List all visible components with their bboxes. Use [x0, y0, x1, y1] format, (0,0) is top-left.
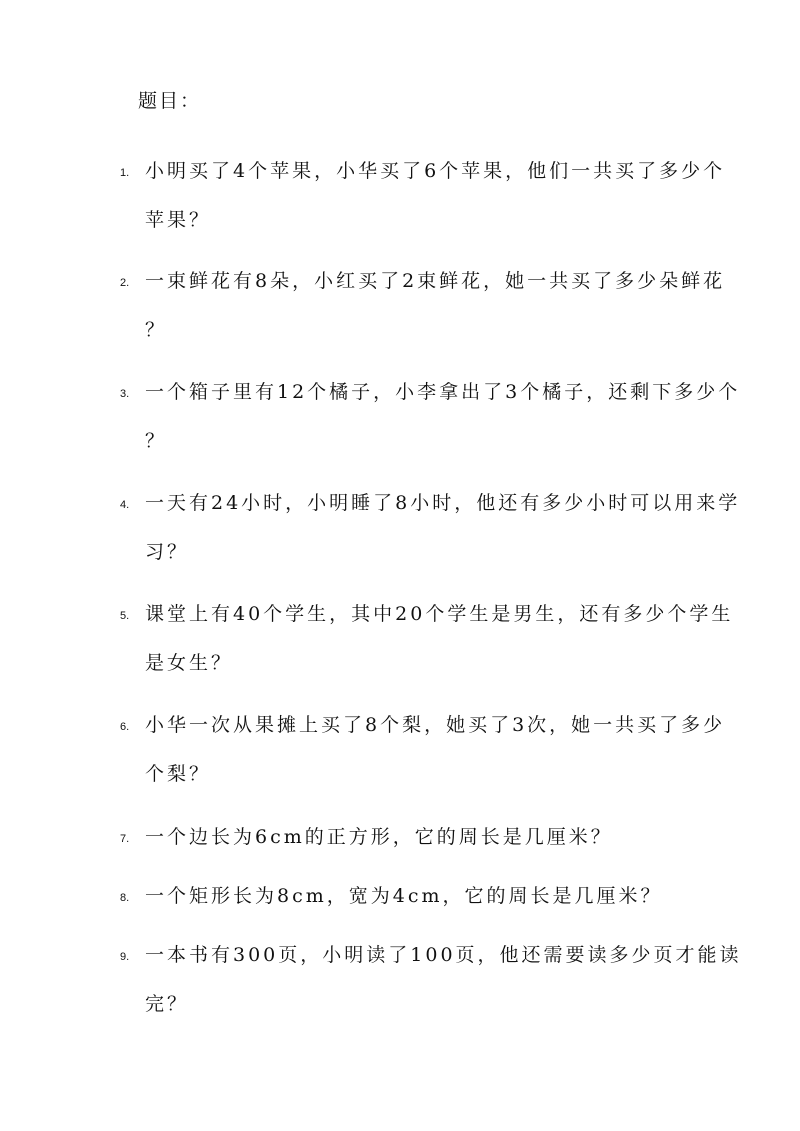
question-text-line: 一个矩形长为8cm，宽为4cm，它的周长是几厘米？ — [145, 885, 663, 907]
question-text-line: 一天有24小时，小明睡了8小时，他还有多少小时可以用来学 — [145, 492, 741, 514]
question-number: 6. — [120, 721, 130, 733]
question-text-line: ？ — [145, 430, 168, 452]
question-number: 9. — [120, 951, 130, 963]
question-text-line: 个梨？ — [145, 763, 212, 785]
question-number: 3. — [120, 388, 130, 400]
question-text-line: ？ — [145, 319, 168, 341]
question-text-line: 完？ — [145, 993, 190, 1015]
question-text-line: 课堂上有40个学生，其中20个学生是男生，还有多少个学生 — [145, 603, 734, 625]
question-number: 4. — [120, 499, 130, 511]
question-number: 8. — [120, 892, 130, 904]
question-text-line: 习？ — [145, 541, 190, 563]
question-text-line: 小明买了4个苹果，小华买了6个苹果，他们一共买了多少个 — [145, 160, 726, 182]
document-heading: 题目： — [138, 90, 202, 112]
question-text-line: 苹果？ — [145, 209, 212, 231]
question-number: 7. — [120, 833, 130, 845]
question-text-line: 一个边长为6cm的正方形，它的周长是几厘米？ — [145, 826, 613, 848]
question-text-line: 一个箱子里有12个橘子，小李拿出了3个橘子，还剩下多少个 — [145, 381, 741, 403]
question-text-line: 是女生？ — [145, 652, 234, 674]
question-number: 1. — [120, 167, 130, 179]
question-text-line: 一本书有300页，小明读了100页，他还需要读多少页才能读 — [145, 944, 742, 966]
question-number: 5. — [120, 610, 130, 622]
question-text-line: 一束鲜花有8朵，小红买了2束鲜花，她一共买了多少朵鲜花 — [145, 270, 726, 292]
question-number: 2. — [120, 277, 130, 289]
question-text-line: 小华一次从果摊上买了8个梨，她买了3次，她一共买了多少 — [145, 714, 726, 736]
